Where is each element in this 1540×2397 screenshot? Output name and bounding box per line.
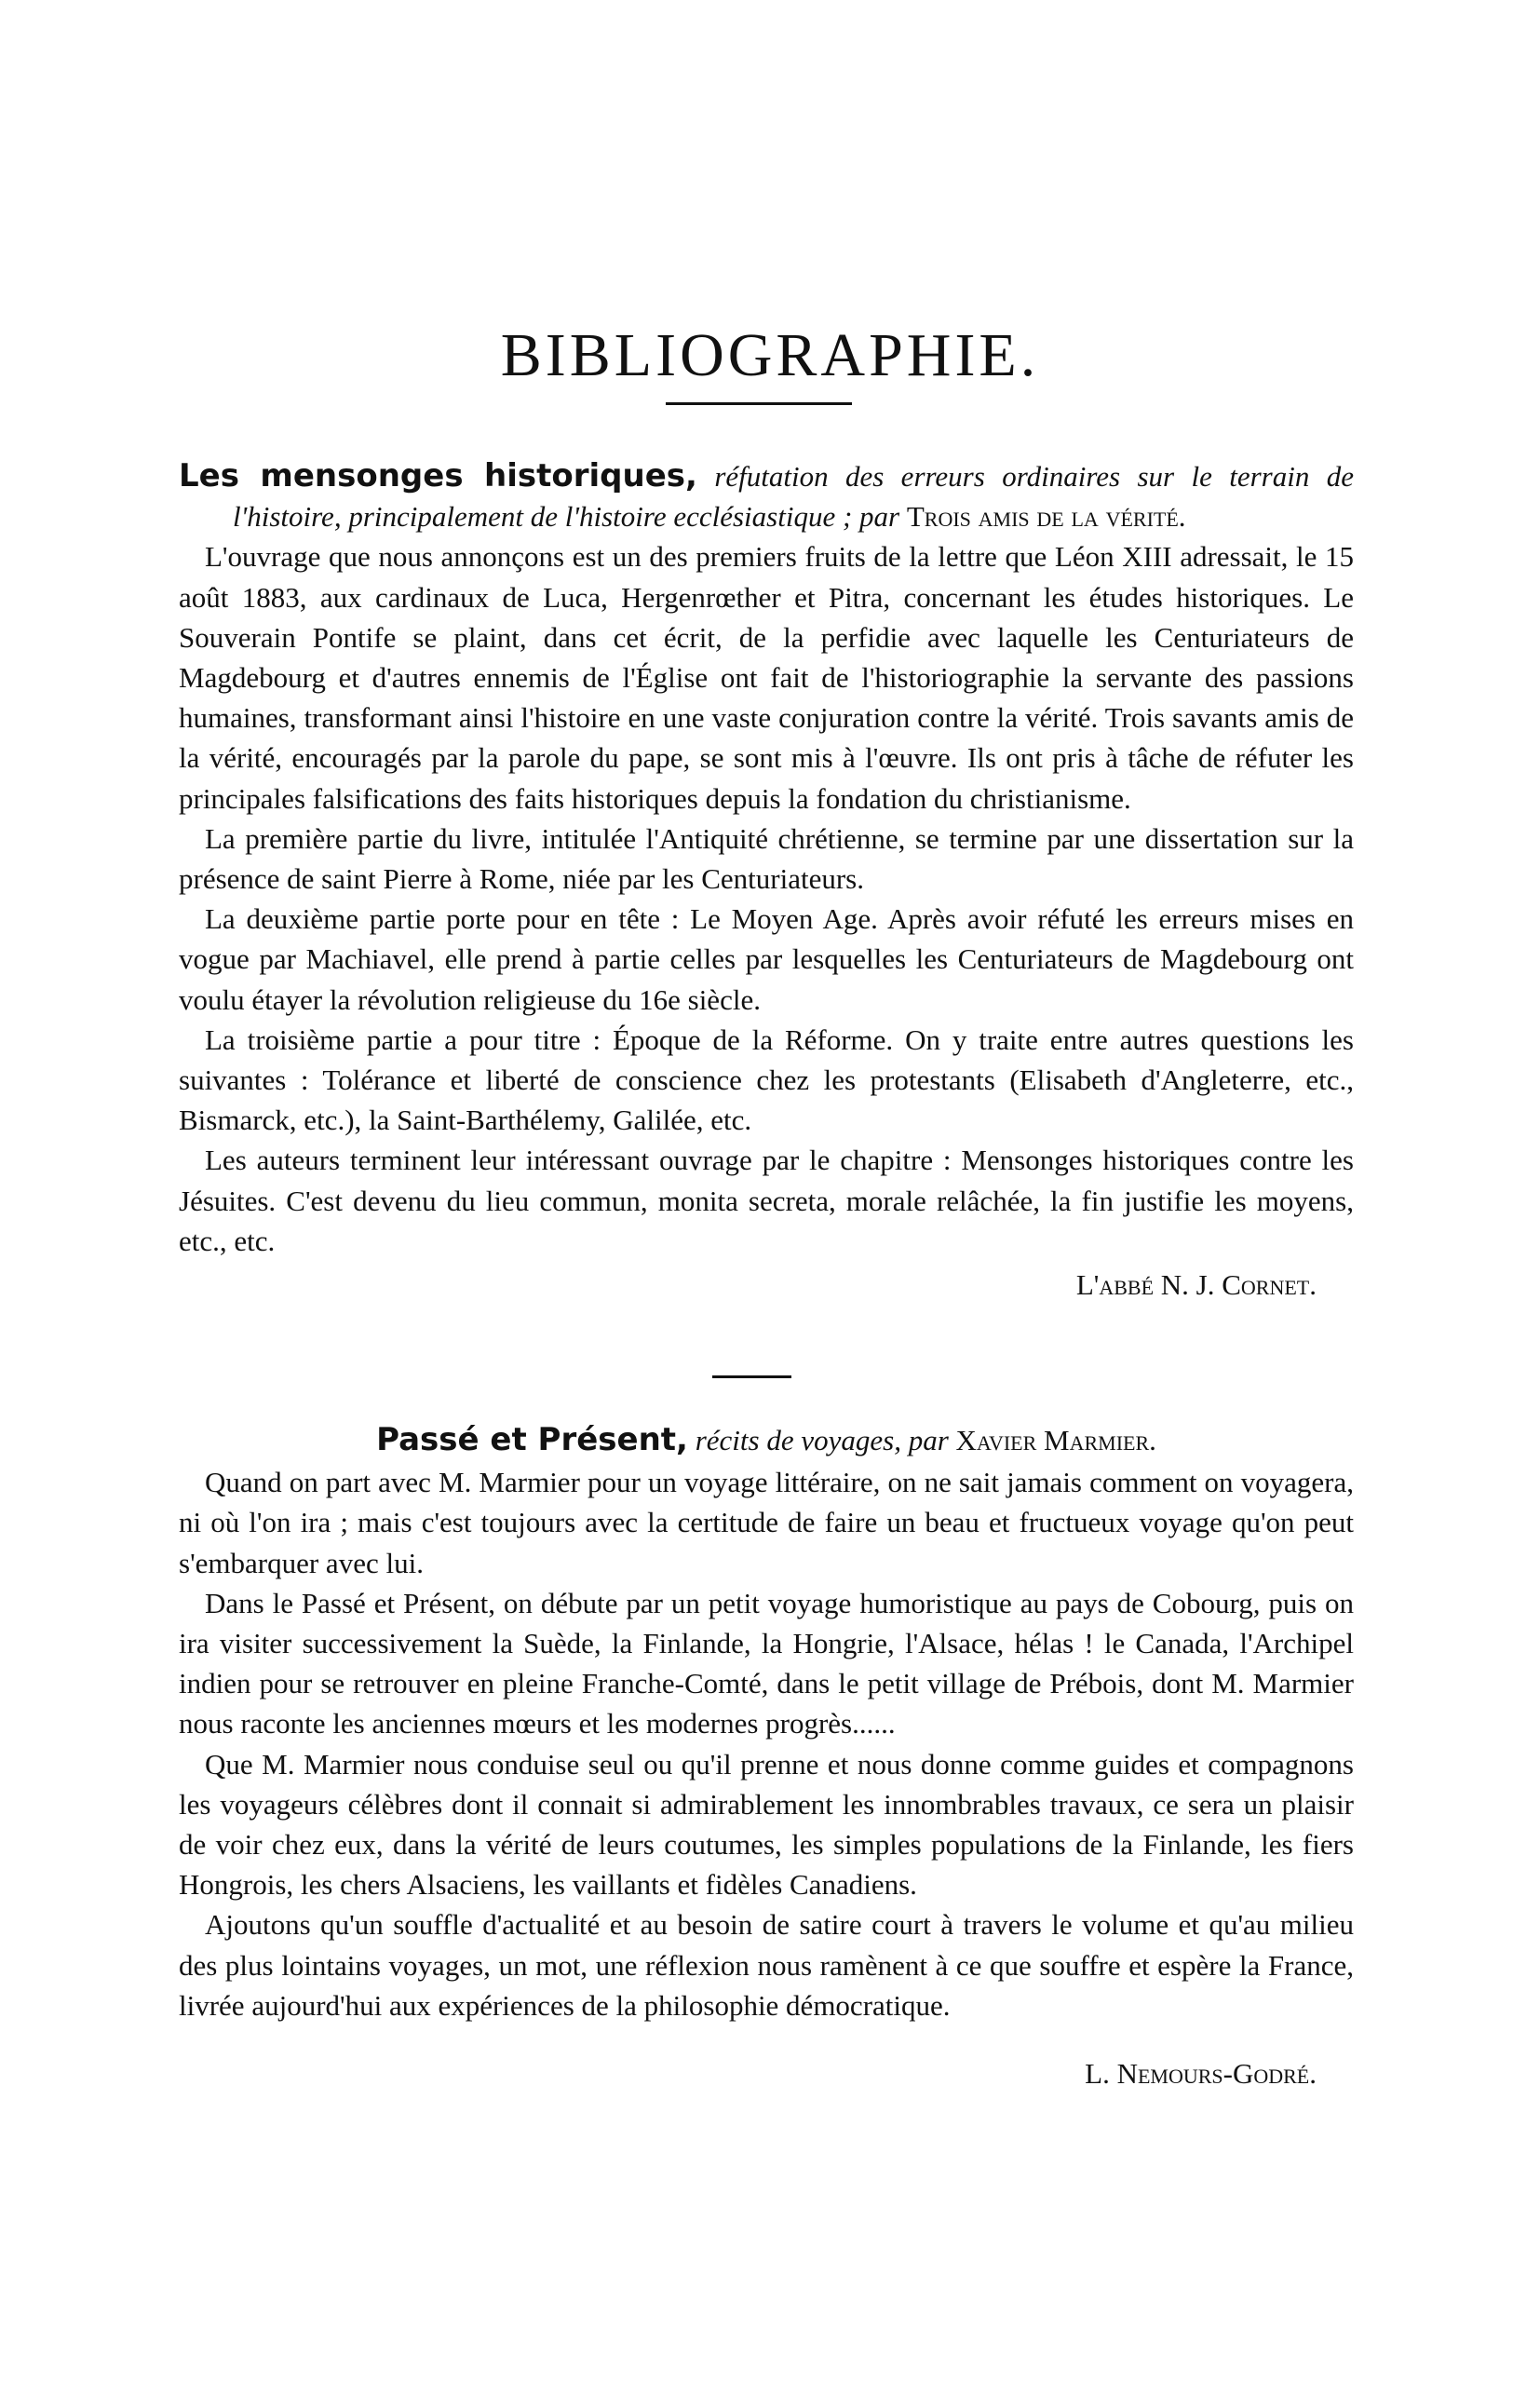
review-lead-title: Les mensonges historiques,	[179, 457, 697, 494]
review-mensonges-historiques	[179, 456, 1354, 1305]
review-heading	[179, 1420, 1354, 1460]
page-title: BIBLIOGRAPHIE.	[500, 321, 1040, 390]
review-paragraph: Que M. Marmier nous conduise seul ou qu'il prenne et nous donne comme guides et compagnons les voyageurs célèbres dont il connait si admirablement les innombrables travaux, ce sera un plaisir de voir chez eux, dans la vérité de leurs coutumes, les simples populations de la Finlande, les fiers Hongrois, les chers Alsaciens, les vaillants et fidèles Canadiens.	[179, 1747, 1354, 1902]
review-author: Trois amis de la vérité.	[906, 500, 1186, 534]
review-paragraph: L'ouvrage que nous annonçons est un des premiers fruits de la lettre que Léon XIII adressait, le 15 août 1883, aux cardinaux de Luca, Hergenrœther et Pitra, concernant les études historiques. Le Souverain Pontife se plaint, dans cet écrit, de la perfidie avec laquelle les Centuriateurs de Magdebourg et d'autres ennemis de l'Église ont fait de l'historiographie la servante des passions humaines, transformant ainsi l'histoire en une vaste conjuration contre la vérité. Trois savants amis de la vérité, encouragés par la parole du pape, se sont mis à l'œuvre. Ils ont pris à tâche de réfuter les principales falsifications des faits historiques depuis la fondation du christianisme.	[179, 540, 1354, 815]
review-paragraph: Quand on part avec M. Marmier pour un voyage littéraire, on ne sait jamais comment on voyagera, ni où l'on ira ; mais c'est toujours avec la certitude de faire un beau et fructueux voyage qu'on peut s'embarquer avec lui.	[179, 1466, 1354, 1579]
review-paragraph: La première partie du livre, intitulée l'Antiquité chrétienne, se termine par une dissertation sur la présence de saint Pierre à Rome, niée par les Centuriateurs.	[179, 821, 1354, 896]
review-paragraph: La deuxième partie porte pour en tête : Le Moyen Age. Après avoir réfuté les erreurs mises en vogue par Machiavel, elle prend à partie celles par lesquelles les Centuriateurs de Magdebourg ont voulu étayer la révolution religieuse du 16e siècle.	[179, 902, 1354, 1016]
review-author: Xavier Marmier.	[955, 1424, 1156, 1456]
review-paragraph: Les auteurs terminent leur intéressant ouvrage par le chapitre : Mensonges historiques contre les Jésuites. C'est devenu du lieu commun, monita secreta, morale relâchée, la fin justifie les moyens, etc., etc.	[179, 1144, 1354, 1257]
review-subtitle: récits de voyages, par	[695, 1424, 949, 1456]
review-heading	[179, 456, 1354, 536]
review-paragraph: La troisième partie a pour titre : Époque de la Réforme. On y traite entre autres questions les suivantes : Tolérance et liberté de conscience chez les protestants (Elisabeth d'Angleterre, etc., Bismarck, etc.), la Saint-Barthélemy, Galilée, etc.	[179, 1022, 1354, 1137]
review-paragraph: Ajoutons qu'un souffle d'actualité et au besoin de satire court à travers le volume et qu'au milieu des plus lointains voyages, un mot, une réflexion nous ramènent à ce que souffre et espère la France, livrée aujourd'hui aux expériences de la philosophie démocratique.	[179, 1908, 1354, 2022]
review-subtitle: réfutation des erreurs ordinaires sur le terrain de l'histoire, principalement de l'histoire ecclésiastique ; par	[233, 460, 1354, 534]
title-divider	[666, 402, 852, 405]
section-divider	[712, 1375, 791, 1378]
review-passe-et-present	[179, 1420, 1354, 2093]
review-paragraph: Dans le Passé et Présent, on débute par un petit voyage humoristique au pays de Cobourg, puis on ira visiter successivement la Suède, la Finlande, la Hongrie, l'Alsace, hélas ! le Canada, l'Archipel indien pour se retrouver en pleine Franche-Comté, dans le petit village de Prébois, dont M. Marmier nous raconte les anciennes mœurs et les modernes progrès......	[179, 1586, 1354, 1740]
review-signature: L. Nemours-Godré.	[1085, 2057, 1317, 2091]
review-lead-title: Passé et Présent,	[376, 1421, 688, 1458]
review-signature: L'abbé N. J. Cornet.	[1075, 1268, 1317, 1302]
